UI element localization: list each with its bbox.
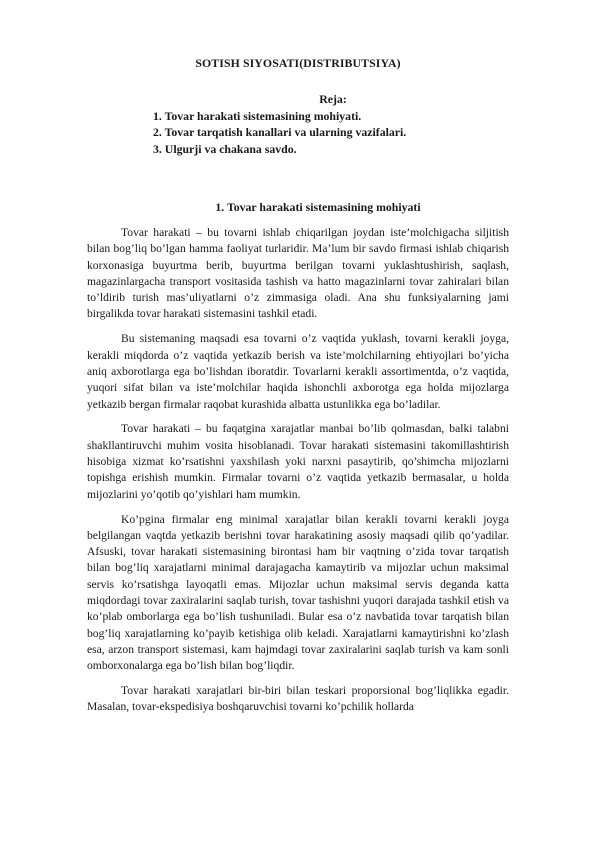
paragraph: Tovar harakati xarajatlari bir-biri bilan teskari proporsional bog’liqlikka egadir. Masalan, tovar-ekspedisiya boshqaruvchisi tovarni ko’pchilik hollarda: [87, 684, 509, 714]
document-title: SOTISH SIYOSATI(DISTRIBUTSIYA): [195, 56, 401, 70]
paragraph: Ko’pgina firmalar eng minimal xarajatlar bilan kerakli tovarni kerakli joyga belgilangan vaqtda yetkazib berishni tovar harakatining asosiy maqsadi qilib qo’yadilar. Afsuski, tovar harakati sistemasining birontasi ham bir vaqtning o’zida tovar tarqatish bilan bog’liq xarajatlarni minimal darajagacha kamaytirib va mijozlar uchun maksimal servis ko’rsatishga layoqatli emas. Mijozlar uchun maksimal servis deganda katta miqdordagi tovar zaxiralarini saqlab turish, tovar tashishni yuqori darajada tashkil etish va ko’plab omborlarga ega bo’lish tushuniladi. Bular esa o’z navbatida tovar tarqatish bilan bog’liq xarajatlarning ko’payib ketishiga olib keladi. Xarajatlarni kamaytirishni ko’zlash esa, arzon transport sistemasi, kam hajmdagi tovar zaxiralarini saqlab turish va kam sonli omborxonalarga ega bo’lish bilan bog’liqdir.: [87, 512, 509, 673]
plan-label: Reja:: [319, 92, 347, 106]
paragraph: Bu sistemaning maqsadi esa tovarni o’z vaqtida yuklash, tovarni kerakli joyga, kerakli miqdorda o’z vaqtida yetkazib berish va iste’molchilarning ehtiyojlari bo’yicha aniq axborotlarga ega bo’lishdan iboratdir. Tovarlarni kerakli assortimentda, o’z vaqtida, yuqori sifat bilan va iste’molchilar haqida ishonchli axborotga ega holda mijozlarga yetkazib bergan firmalar raqobat kurashida albatta ustunlikka ega bo’ladilar.: [87, 332, 509, 411]
plan-item: 1. Tovar harakati sistemasining mohiyati.: [153, 109, 362, 123]
paragraph: Tovar harakati – bu faqatgina xarajatlar manbai bo’lib qolmasdan, balki talabni shakllantiruvchi muhim vosita hisoblanadi. Tovar harakati sistemasini takomillashtirish hisobiga xizmat ko’rsatishni yaxshilash yoki narxni pasaytirib, qo’shimcha mijozlarni topishga erishish mumkin. Firmalar tovarni o’z vaqtida yetkazib bermasalar, u holda mijozlarini yo’qotib qo’yishlari ham mumkin.: [87, 422, 509, 501]
body-text: [87, 225, 509, 724]
plan-item: 2. Tovar tarqatish kanallari va ularning vazifalari.: [153, 125, 407, 140]
plan-list: [153, 108, 406, 157]
paragraph: Tovar harakati – bu tovarni ishlab chiqarilgan joydan iste’molchigacha siljitish bilan bog’liq bo’lgan hamma faoliyat turlaridir. Ma’lum bir savdo firmasi ishlab chiqarish korxonasiga buyurtma berib, buyurtma berilgan tovarni yuklashtushirish, saqlash, magazinlargacha transport vositasida tashish va hatto magazinlarni tovar zahiralari bilan to’ldirib turish mas’uliyatlarni o’z zimmasiga oladi. Ana shu funksiyalarning jami birgalikda tovar harakati sistemasini tashkil etadi.: [87, 226, 509, 321]
section-heading: 1. Tovar harakati sistemasining mohiyati: [215, 200, 421, 214]
plan-item: 3. Ulgurji va chakana savdo.: [153, 141, 297, 156]
